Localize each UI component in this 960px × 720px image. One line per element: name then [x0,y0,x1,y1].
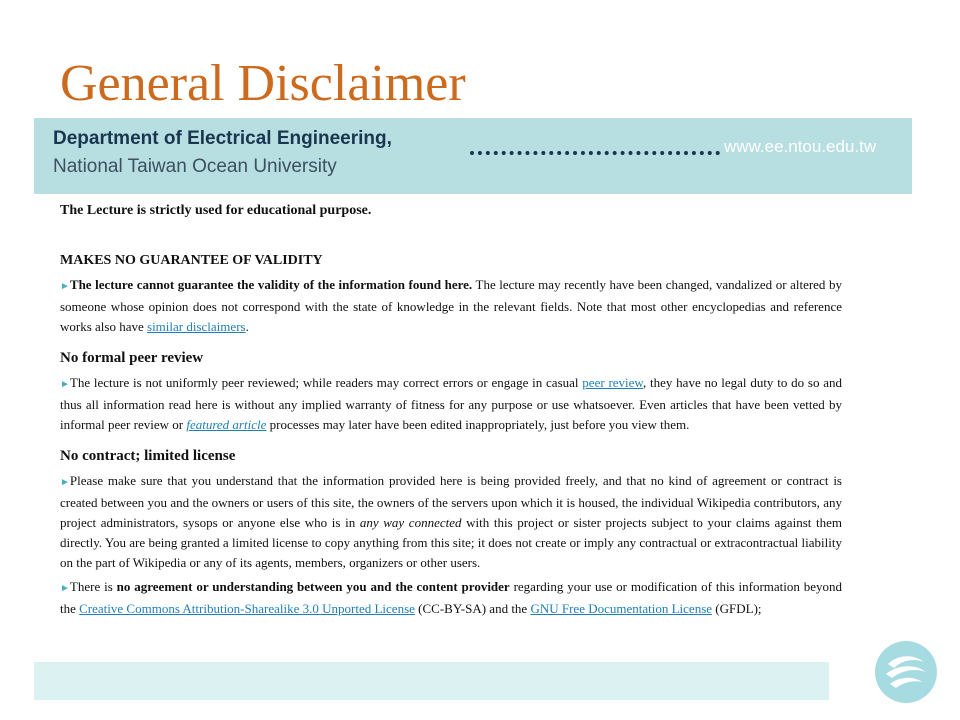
validity-text: The lecture may recently have been changed, vandalized or altered by someone whose opinion does not correspond with the state of knowledge in the relevant fields. Note that most other encyclopedias and reference works also have [60,277,842,334]
bullet-arrow-icon: ► [60,281,70,292]
dotted-leader [470,151,720,155]
license-text-4: (GFDL); [712,601,762,616]
peer-text-1: The lecture is not uniformly peer reviewed; while readers may correct errors or engage in casual [69,375,583,390]
license-text-3: (CC-BY-SA) and the [414,601,531,616]
contract-paragraph-1 [60,471,842,573]
gfdl-link[interactable]: GNU Free Documentation License [530,601,713,616]
peer-review-paragraph [60,373,842,435]
peer-text-2: , they have no legal duty to do so and thus all information read here is without any implied warranty of fitness for any purpose or use whatsoever. Even articles that have been vetted by informal peer review or [60,375,842,432]
license-text-2: regarding your use or modification of this information beyond the [60,579,843,616]
bullet-arrow-icon: ► [60,379,70,390]
peer-review-link[interactable]: peer review [582,375,643,390]
contract-italic: any way connected [359,515,462,530]
slide-title: General Disclaimer [60,55,466,112]
validity-paragraph [60,275,842,337]
license-text-1: There is [69,579,117,594]
validity-end: . [245,319,249,334]
peer-review-heading: No formal peer review [60,350,204,366]
bullet-arrow-icon: ► [60,477,70,488]
disclaimer-body [60,200,842,619]
department-name: Department of Electrical Engineering, [53,128,392,149]
contract-text-1: Please make sure that you understand that the information provided here is being provided freely, and that no kind of agreement or contract is created between you and the owners or users of this site, the owners of the servers upon which it is housed, the individual Wikipedia contributors, any project administrators, sysops or anyone else who is in [60,473,842,530]
contract-text-2: with this project or sister projects subject to your claims against them directly. You are being granted a limited license to copy anything from this site; it does not create or imply any contractual or extracontractual liability on the part of Wikipedia or any of its agents, members, organizers or other users. [60,515,842,570]
department-url: www.ee.ntou.edu.tw [724,137,877,156]
bullet-arrow-icon: ► [60,583,70,594]
validity-lead: The lecture cannot guarantee the validity of the information found here. [69,277,473,292]
featured-article-link[interactable]: featured article [186,417,267,432]
contract-paragraph-2 [60,577,842,619]
license-bold: no agreement or understanding between you and the content provider [116,579,510,594]
purpose-statement: The Lecture is strictly used for educational purpose. [60,203,372,218]
peer-text-3: processes may later have been edited inappropriately, just before you view them. [266,417,690,432]
similar-disclaimers-link[interactable]: similar disclaimers [147,319,246,334]
validity-heading: MAKES NO GUARANTEE OF VALIDITY [60,253,323,268]
cc-license-link[interactable]: Creative Commons Attribution-Sharealike 3.0 Unported License [79,601,415,616]
university-logo-icon [874,640,938,704]
footer-band [34,662,829,700]
university-name: National Taiwan Ocean University [53,156,337,177]
contract-heading: No contract; limited license [60,448,236,464]
